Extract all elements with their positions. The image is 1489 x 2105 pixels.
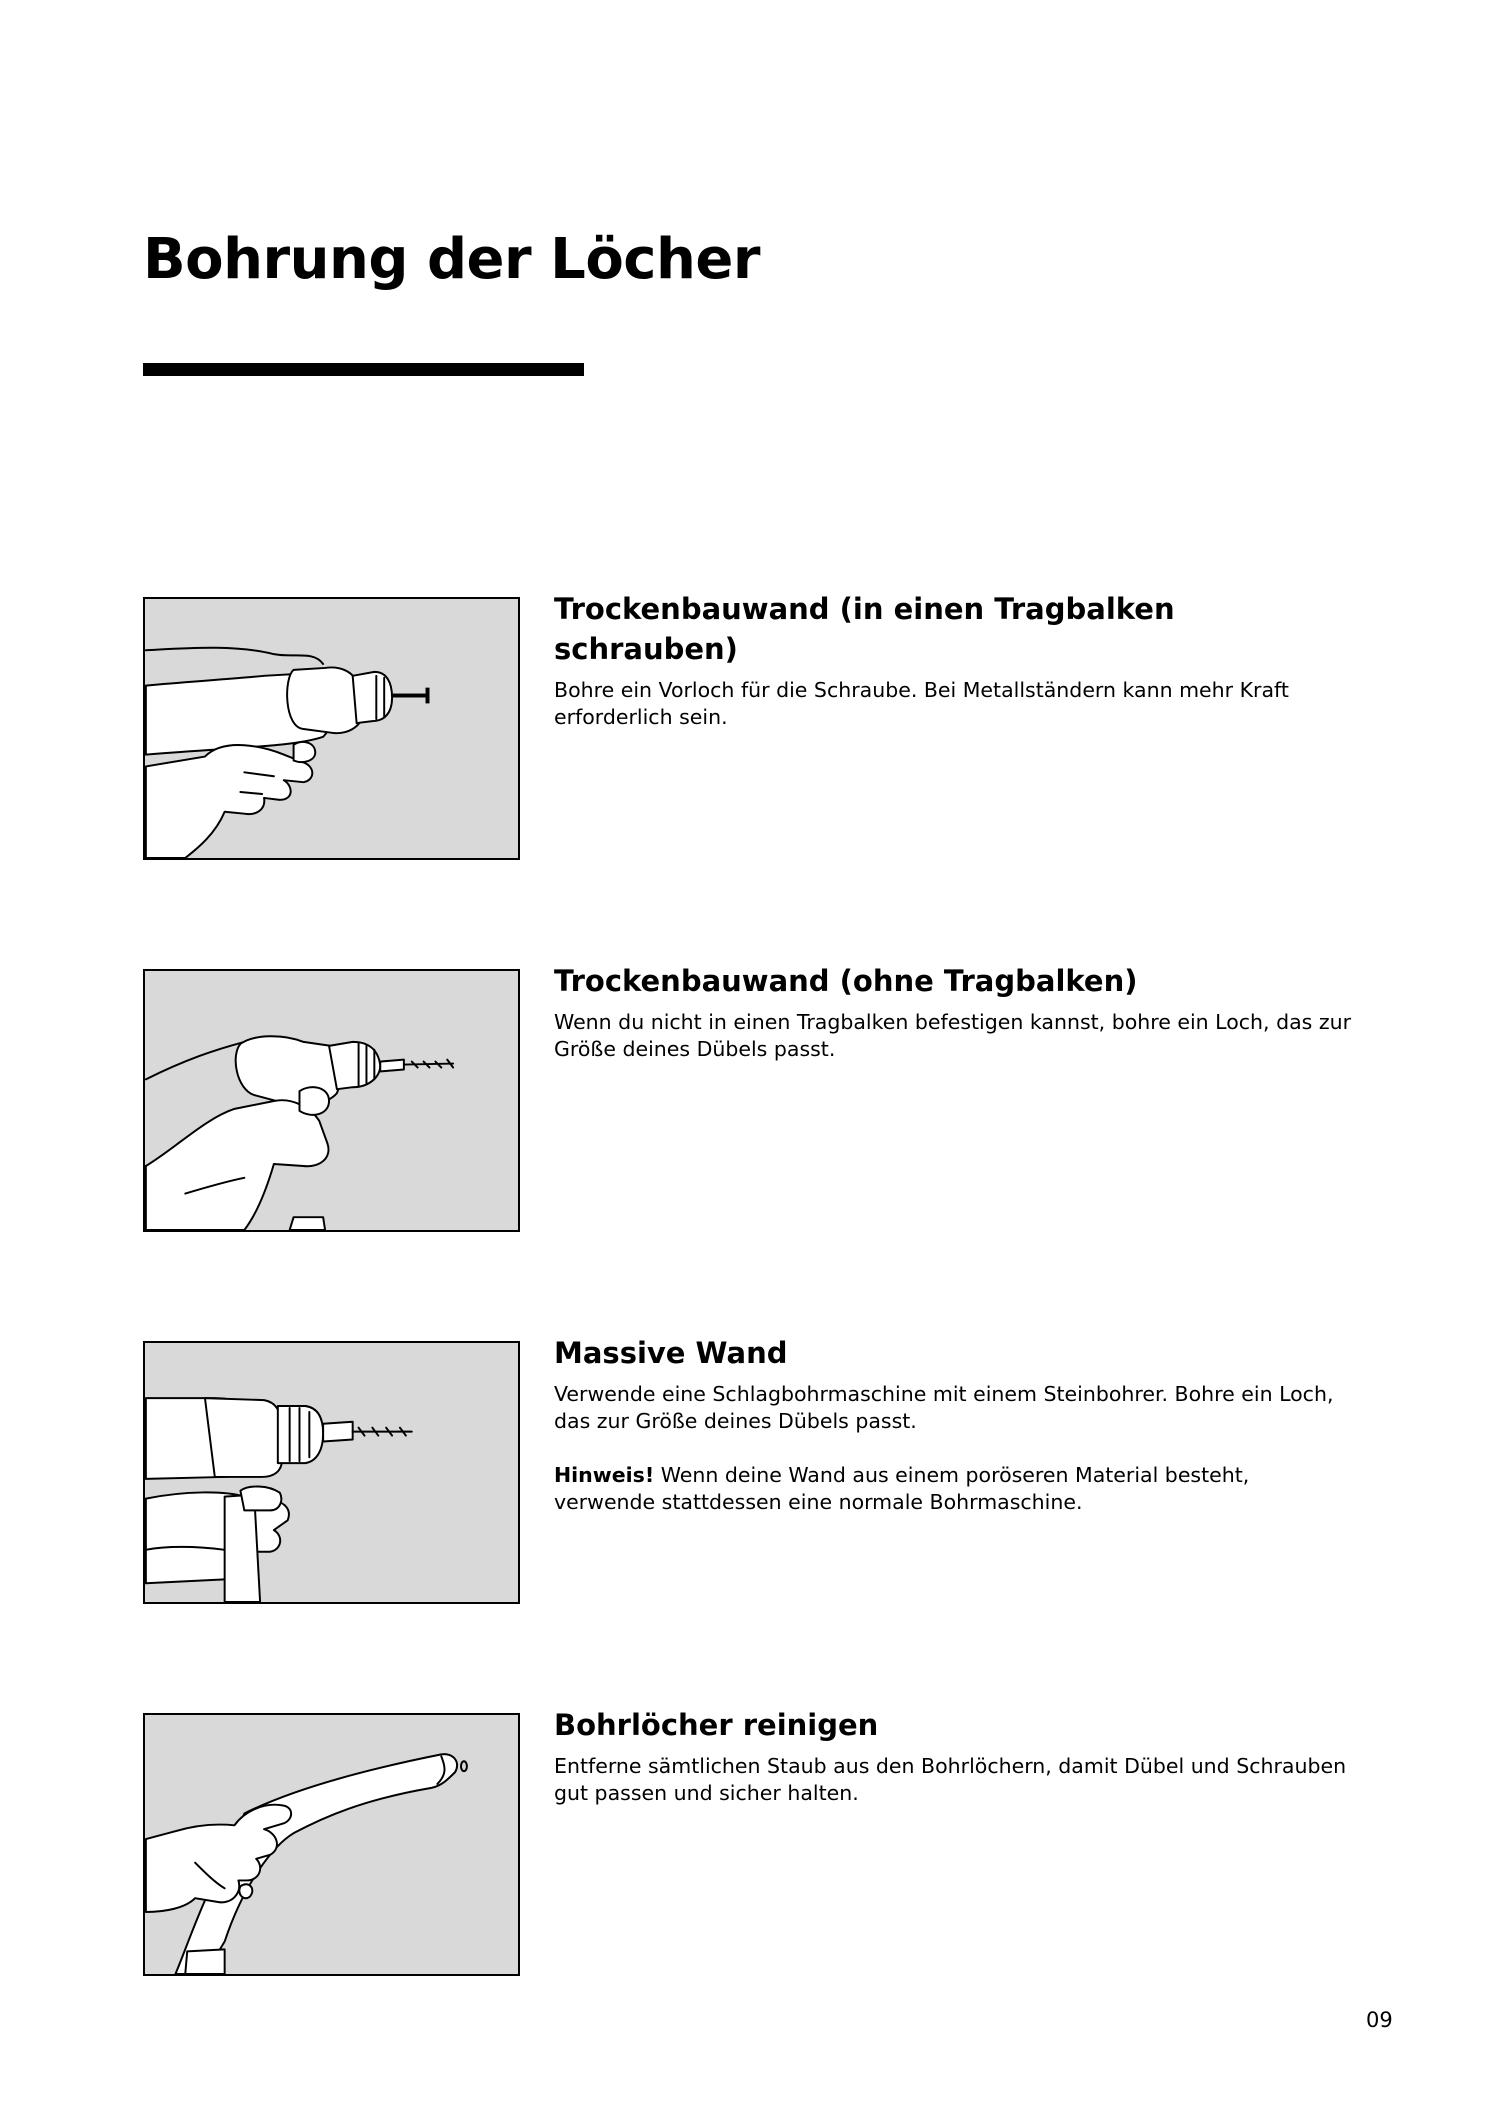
- page-title: Bohrung der Löcher: [143, 227, 760, 292]
- section-body: Entferne sämtlichen Staub aus den Bohrlöchern, damit Dübel und Schrauben gut passen und sicher halten.: [554, 1754, 1347, 1805]
- section-drywall-stud: [143, 592, 1363, 861]
- cordless-drill-with-bit-icon: [143, 969, 520, 1232]
- hammer-drill-with-masonry-bit-icon: [143, 1341, 520, 1604]
- section-clean-holes: [143, 1708, 1363, 1977]
- vacuum-nozzle-cleaning-hole-icon: [143, 1713, 520, 1976]
- hands-drilling-into-stud-icon: [143, 597, 520, 860]
- section-heading: Trockenbauwand (ohne Tragbalken): [554, 964, 1138, 998]
- section-body: Verwende eine Schlagbohrmaschine mit einem Steinbohrer. Bohre ein Loch, das zur Größe deines Dübels passt.: [554, 1382, 1334, 1433]
- section-body: Wenn du nicht in einen Tragbalken befestigen kannst, bohre ein Loch, das zur Größe deines Dübels passt.: [554, 1010, 1352, 1061]
- section-note: [554, 1462, 1354, 1516]
- section-heading: Trockenbauwand (in einen Tragbalken schrauben): [554, 592, 1175, 666]
- section-drywall-no-stud: [143, 964, 1363, 1233]
- title-underline: [143, 363, 584, 376]
- section-solid-wall: [143, 1336, 1363, 1605]
- note-label: Hinweis!: [554, 1463, 655, 1487]
- section-heading: Bohrlöcher reinigen: [554, 1708, 879, 1742]
- section-body: Bohre ein Vorloch für die Schraube. Bei Metallständern kann mehr Kraft erforderlich sein.: [554, 678, 1289, 729]
- section-heading: Massive Wand: [554, 1336, 788, 1370]
- page-number: 09: [1366, 2008, 1393, 2032]
- note-text: Wenn deine Wand aus einem poröseren Material besteht, verwende stattdessen eine normale Bohrmaschine.: [554, 1463, 1250, 1514]
